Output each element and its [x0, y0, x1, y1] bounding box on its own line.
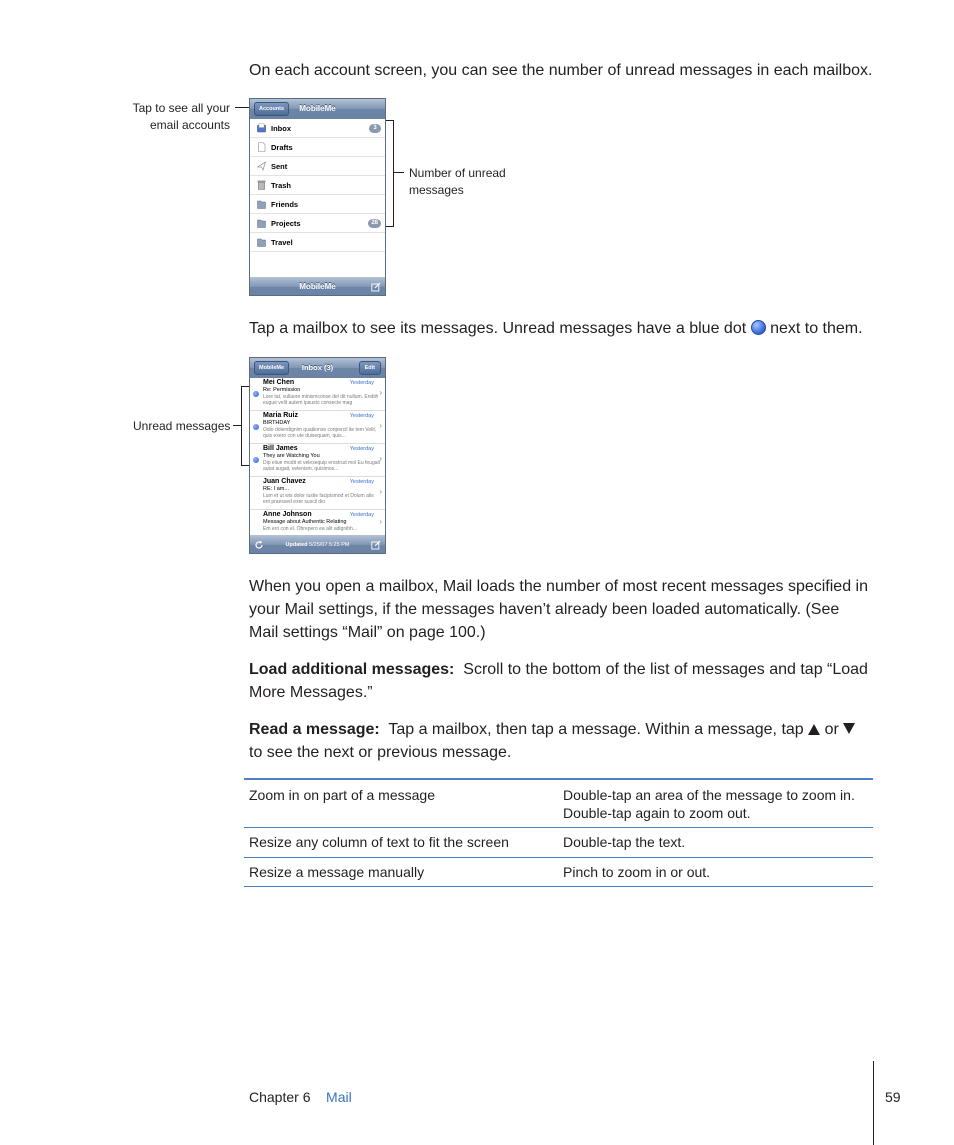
mailbox-label: Projects	[271, 219, 301, 228]
updated-status	[250, 535, 385, 554]
message-list	[250, 378, 385, 535]
footer-divider	[873, 1061, 874, 1145]
mailbox-row-friends[interactable]	[250, 195, 385, 214]
callout-unread-count	[409, 165, 529, 199]
table-row	[244, 828, 873, 858]
read-message-text-after: to see the next or previous message.	[249, 744, 512, 761]
message-sender: Maria Ruiz	[263, 412, 299, 419]
mailbox-row-projects[interactable]	[250, 214, 385, 233]
message-preview: Dip eliue modit et velesequip erostrud mol Eu feugait autat augait, velenism, quisimos...	[263, 460, 381, 472]
chevron-right-icon: ›	[379, 388, 382, 397]
chevron-right-icon: ›	[379, 517, 382, 526]
mailbox-label: Drafts	[271, 143, 293, 152]
message-preview: Em ero con el. Obrepero ea alit adignibh...	[263, 526, 357, 532]
table-how: Pinch to zoom in or out.	[563, 864, 711, 880]
load-more-paragraph	[249, 658, 871, 704]
message-subject: Message about Authentic Relating	[263, 519, 347, 525]
table-how-line: Double-tap an area of the message to zoom in.	[563, 787, 855, 803]
message-subject: Re: Permission	[263, 387, 301, 393]
load-more-heading: Load additional messages:	[249, 661, 455, 678]
updated-time: 5/25/07 5:25 PM	[309, 542, 350, 548]
unread-dot-icon	[253, 391, 259, 397]
read-message-paragraph	[249, 718, 871, 764]
message-subject: BIRTHDAY	[263, 420, 291, 426]
trash-icon	[257, 180, 266, 190]
mailbox-screen	[249, 98, 386, 296]
page-number: 59	[885, 1089, 901, 1105]
table-row	[244, 858, 873, 887]
drafts-icon	[257, 142, 266, 152]
mailbox-row-drafts[interactable]	[250, 138, 385, 157]
callout-unread-messages: Unread messages	[133, 419, 231, 433]
message-preview: Lore tat, vullaore minismconse del dit nullum. Endiih eugue velit autem ipsusto consecte mag	[263, 394, 379, 406]
mailbox-row-inbox[interactable]	[250, 119, 385, 138]
intro-text-2-after: next to them.	[770, 320, 863, 337]
unread-count-badge: 3	[369, 124, 381, 133]
edit-button[interactable]: Edit	[359, 361, 381, 375]
folder-icon	[257, 237, 266, 247]
table-action: Zoom in on part of a message	[249, 787, 435, 803]
message-sender: Bill James	[263, 445, 298, 452]
folder-icon	[257, 199, 266, 209]
toolbar-title: MobileMe	[299, 282, 336, 291]
inbox-screen	[249, 357, 386, 554]
bottom-toolbar	[250, 535, 385, 554]
message-sender: Mei Chen	[263, 379, 295, 386]
message-preview: Lum et ut wis dolor iustie facipismod et Dolum alis ent praessed exer suscil dio	[263, 493, 374, 505]
folder-icon	[257, 218, 266, 228]
gesture-table	[244, 778, 873, 887]
read-message-text-before: Tap a mailbox, then tap a message. Within a message, tap	[388, 721, 804, 738]
bracket-bottom	[386, 226, 394, 227]
mailbox-label: Travel	[271, 238, 293, 247]
bracket-unread-vertical	[241, 386, 242, 466]
message-preview: Odio dolendignim quatiionse conpercil ite tem Velit, quis exero con ute duisequam, quis...	[263, 427, 377, 439]
intro-text: On each account screen, you can see the number of unread messages in each mailbox.	[249, 62, 873, 79]
unread-dot-icon	[253, 424, 259, 430]
callout-leader-unread-count	[394, 172, 404, 173]
callout-unread-count-line1: Number of unread	[409, 166, 506, 180]
message-subject: They are Watching You	[263, 453, 320, 459]
message-date: Yesterday	[349, 512, 374, 518]
message-date: Yesterday	[349, 413, 374, 419]
table-row	[244, 780, 873, 828]
table-how: Double-tap the text.	[563, 834, 686, 850]
mailbox-label: Sent	[271, 162, 288, 171]
mailbox-row-trash[interactable]	[250, 176, 385, 195]
top-bar	[250, 99, 385, 119]
inbox-icon	[257, 123, 266, 133]
intro-text-2	[249, 317, 863, 340]
message-date: Yesterday	[349, 446, 374, 452]
sent-icon	[257, 161, 266, 171]
callout-accounts-line2: email accounts	[149, 118, 230, 132]
footer-chapter-number: Chapter 6	[249, 1089, 311, 1105]
mailbox-screen-title: MobileMe	[299, 104, 336, 113]
mobileme-back-button[interactable]: MobileMe	[254, 361, 289, 375]
read-message-or: or	[824, 721, 839, 738]
load-more-text: Scroll to the bottom of the list of messages and tap “Load More Messages.”	[249, 661, 868, 701]
up-arrow-icon	[808, 724, 820, 735]
footer-section-link[interactable]: Mail	[326, 1089, 352, 1105]
bottom-toolbar	[250, 277, 385, 296]
message-sender: Juan Chavez	[263, 478, 306, 485]
inbox-title: Inbox (3)	[301, 363, 334, 372]
callout-unread-count-line2: messages	[409, 183, 464, 197]
callout-accounts	[113, 100, 230, 134]
message-row[interactable]	[250, 477, 385, 510]
mailbox-label: Trash	[271, 181, 292, 190]
message-row[interactable]	[250, 444, 385, 477]
mailbox-loading-paragraph: When you open a mailbox, Mail loads the number of most recent messages specified in your Mail settings, if the messages haven’t already been loaded automatically. (See Mail settings “Mail” on page 100.)	[249, 578, 868, 641]
chevron-right-icon: ›	[379, 421, 382, 430]
chevron-right-icon: ›	[379, 454, 382, 463]
message-subject: RE: I am...	[263, 486, 289, 492]
table-how	[563, 786, 855, 822]
compose-icon[interactable]	[371, 540, 381, 550]
mailbox-row-travel[interactable]	[250, 233, 385, 252]
read-message-heading: Read a message:	[249, 721, 380, 738]
mailbox-label: Friends	[271, 200, 299, 209]
top-bar	[250, 358, 385, 378]
unread-dot-icon	[253, 457, 259, 463]
message-date: Yesterday	[349, 479, 374, 485]
table-action: Resize a message manually	[249, 864, 425, 880]
table-how-line: Double-tap again to zoom out.	[563, 805, 751, 821]
message-row[interactable]	[250, 378, 385, 411]
message-date: Yesterday	[349, 380, 374, 386]
unread-count-badge: 28	[368, 219, 381, 228]
mailbox-label: Inbox	[271, 124, 291, 133]
mailbox-row-sent[interactable]	[250, 157, 385, 176]
message-row[interactable]	[250, 411, 385, 444]
compose-icon[interactable]	[371, 282, 381, 292]
table-action: Resize any column of text to fit the screen	[249, 834, 509, 850]
footer-chapter	[249, 1089, 352, 1105]
callout-accounts-line1: Tap to see all your	[132, 101, 230, 115]
blue-dot-icon	[751, 320, 766, 335]
updated-label: Updated	[285, 542, 308, 548]
callout-leader-unread-messages	[233, 425, 241, 426]
mailbox-list	[250, 119, 385, 277]
intro-text-2-before: Tap a mailbox to see its messages. Unread messages have a blue dot	[249, 320, 747, 337]
down-arrow-icon	[843, 723, 855, 734]
message-sender: Anne Johnson	[263, 511, 312, 518]
chevron-right-icon: ›	[379, 487, 382, 496]
message-row[interactable]	[250, 510, 385, 535]
accounts-button[interactable]: Accounts	[254, 102, 289, 116]
bracket-vertical	[393, 120, 394, 227]
